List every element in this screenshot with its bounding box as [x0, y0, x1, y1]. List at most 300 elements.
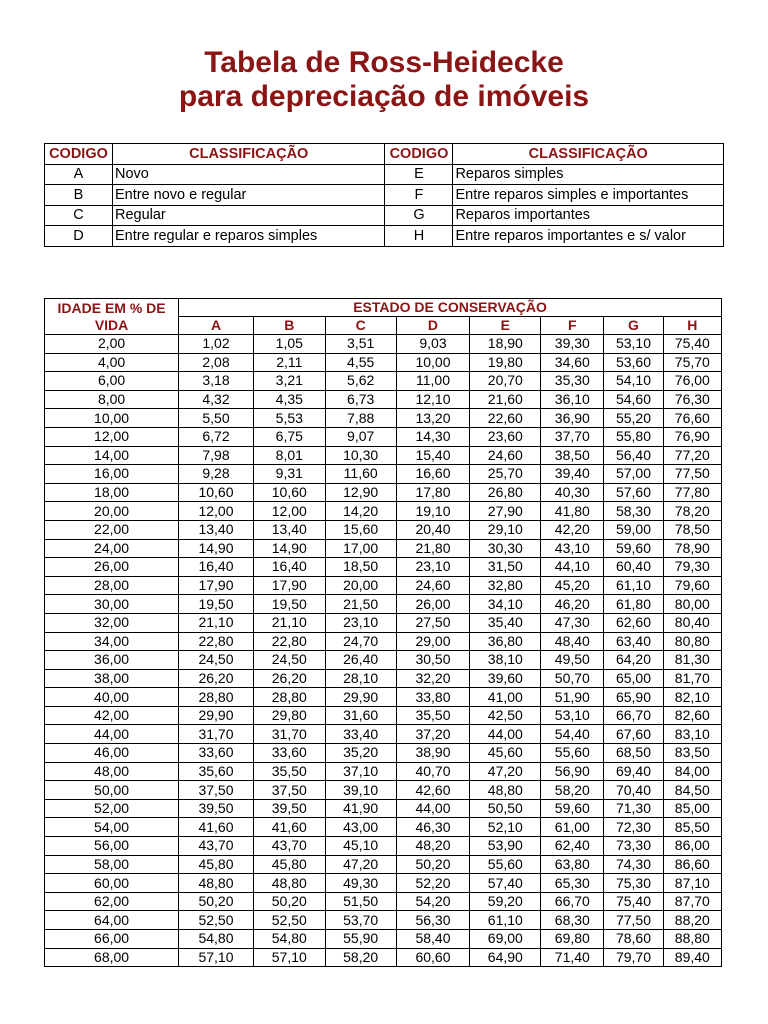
classification-label: Reparos simples: [453, 164, 724, 185]
depreciation-value-cell: 55,60: [541, 744, 604, 763]
age-percent-cell: 20,00: [45, 502, 179, 521]
depreciation-value-cell: 53,60: [604, 353, 663, 372]
depreciation-value-cell: 21,60: [470, 390, 541, 409]
depreciation-value-cell: 55,80: [604, 427, 663, 446]
depreciation-value-cell: 57,10: [179, 948, 254, 967]
depreciation-value-cell: 73,30: [604, 837, 663, 856]
age-percent-cell: 24,00: [45, 539, 179, 558]
depreciation-value-cell: 24,50: [179, 651, 254, 670]
table-row: [45, 911, 722, 930]
state-column-header: D: [396, 317, 470, 335]
state-column-header: C: [325, 317, 396, 335]
age-percent-cell: 16,00: [45, 465, 179, 484]
depreciation-value-cell: 42,20: [541, 520, 604, 539]
depreciation-value-cell: 47,30: [541, 613, 604, 632]
depreciation-value-cell: 65,30: [541, 874, 604, 893]
depreciation-value-cell: 46,30: [396, 818, 470, 837]
depreciation-value-cell: 85,50: [663, 818, 721, 837]
age-percent-cell: 48,00: [45, 762, 179, 781]
depreciation-value-cell: 24,70: [325, 632, 396, 651]
depreciation-value-cell: 52,10: [470, 818, 541, 837]
depreciation-value-cell: 76,00: [663, 372, 721, 391]
depreciation-header-row: [45, 299, 722, 317]
depreciation-value-cell: 41,00: [470, 688, 541, 707]
classification-header: CLASSIFICAÇÃO: [453, 144, 724, 165]
table-row: [45, 855, 722, 874]
depreciation-value-cell: 80,80: [663, 632, 721, 651]
depreciation-value-cell: 78,60: [604, 930, 663, 949]
depreciation-value-cell: 37,50: [253, 781, 325, 800]
age-percent-cell: 40,00: [45, 688, 179, 707]
age-percent-cell: 32,00: [45, 613, 179, 632]
table-row: [45, 892, 722, 911]
depreciation-value-cell: 10,00: [396, 353, 470, 372]
depreciation-value-cell: 87,10: [663, 874, 721, 893]
depreciation-value-cell: 71,30: [604, 799, 663, 818]
depreciation-value-cell: 56,40: [604, 446, 663, 465]
depreciation-value-cell: 46,20: [541, 595, 604, 614]
depreciation-value-cell: 22,80: [253, 632, 325, 651]
depreciation-value-cell: 3,18: [179, 372, 254, 391]
depreciation-value-cell: 83,50: [663, 744, 721, 763]
depreciation-value-cell: 22,80: [179, 632, 254, 651]
depreciation-value-cell: 63,40: [604, 632, 663, 651]
depreciation-value-cell: 12,90: [325, 483, 396, 502]
depreciation-value-cell: 10,60: [253, 483, 325, 502]
age-percent-cell: 6,00: [45, 372, 179, 391]
depreciation-value-cell: 52,50: [253, 911, 325, 930]
table-row: [45, 427, 722, 446]
table-row: [45, 372, 722, 391]
depreciation-value-cell: 34,10: [470, 595, 541, 614]
depreciation-value-cell: 35,50: [396, 706, 470, 725]
table-row: [45, 335, 722, 354]
depreciation-value-cell: 26,20: [179, 669, 254, 688]
classification-code: F: [385, 185, 453, 206]
age-percent-cell: 22,00: [45, 520, 179, 539]
depreciation-value-cell: 13,20: [396, 409, 470, 428]
depreciation-value-cell: 24,60: [396, 576, 470, 595]
table-row: [45, 669, 722, 688]
depreciation-value-cell: 54,80: [253, 930, 325, 949]
depreciation-value-cell: 64,90: [470, 948, 541, 967]
state-column-header: F: [541, 317, 604, 335]
depreciation-value-cell: 58,30: [604, 502, 663, 521]
depreciation-value-cell: 55,60: [470, 855, 541, 874]
state-column-header: B: [253, 317, 325, 335]
depreciation-value-cell: 68,30: [541, 911, 604, 930]
age-percent-cell: 56,00: [45, 837, 179, 856]
depreciation-value-cell: 54,80: [179, 930, 254, 949]
classification-label: Entre reparos importantes e s/ valor: [453, 226, 724, 247]
depreciation-value-cell: 19,50: [253, 595, 325, 614]
depreciation-value-cell: 82,60: [663, 706, 721, 725]
depreciation-value-cell: 54,60: [604, 390, 663, 409]
depreciation-value-cell: 6,75: [253, 427, 325, 446]
depreciation-value-cell: 20,40: [396, 520, 470, 539]
age-percent-cell: 30,00: [45, 595, 179, 614]
depreciation-value-cell: 6,72: [179, 427, 254, 446]
depreciation-value-cell: 49,30: [325, 874, 396, 893]
depreciation-value-cell: 29,80: [253, 706, 325, 725]
table-row: [45, 651, 722, 670]
classification-code: B: [45, 185, 113, 206]
depreciation-value-cell: 75,40: [604, 892, 663, 911]
depreciation-value-cell: 50,70: [541, 669, 604, 688]
depreciation-value-cell: 39,50: [253, 799, 325, 818]
age-percent-cell: 38,00: [45, 669, 179, 688]
depreciation-value-cell: 45,20: [541, 576, 604, 595]
table-row: [45, 799, 722, 818]
depreciation-value-cell: 19,10: [396, 502, 470, 521]
age-percent-cell: 12,00: [45, 427, 179, 446]
depreciation-value-cell: 29,90: [179, 706, 254, 725]
depreciation-value-cell: 24,60: [470, 446, 541, 465]
depreciation-value-cell: 45,80: [179, 855, 254, 874]
table-row: [45, 837, 722, 856]
depreciation-value-cell: 59,60: [604, 539, 663, 558]
depreciation-value-cell: 27,90: [470, 502, 541, 521]
depreciation-value-cell: 65,90: [604, 688, 663, 707]
depreciation-value-cell: 30,30: [470, 539, 541, 558]
depreciation-value-cell: 37,20: [396, 725, 470, 744]
depreciation-value-cell: 58,20: [541, 781, 604, 800]
title-line-2: para depreciação de imóveis: [178, 80, 590, 113]
state-column-header: A: [179, 317, 254, 335]
depreciation-value-cell: 37,10: [325, 762, 396, 781]
depreciation-value-cell: 14,20: [325, 502, 396, 521]
table-row: [45, 595, 722, 614]
depreciation-value-cell: 50,20: [253, 892, 325, 911]
table-row: [45, 465, 722, 484]
depreciation-value-cell: 71,40: [541, 948, 604, 967]
depreciation-value-cell: 59,60: [541, 799, 604, 818]
depreciation-value-cell: 2,08: [179, 353, 254, 372]
depreciation-value-cell: 37,50: [179, 781, 254, 800]
depreciation-value-cell: 10,30: [325, 446, 396, 465]
depreciation-value-cell: 35,40: [470, 613, 541, 632]
depreciation-table: [44, 298, 722, 967]
depreciation-value-cell: 86,00: [663, 837, 721, 856]
depreciation-value-cell: 22,60: [470, 409, 541, 428]
depreciation-value-cell: 79,30: [663, 558, 721, 577]
depreciation-value-cell: 19,80: [470, 353, 541, 372]
depreciation-value-cell: 9,03: [396, 335, 470, 354]
depreciation-value-cell: 34,60: [541, 353, 604, 372]
depreciation-value-cell: 45,60: [470, 744, 541, 763]
depreciation-value-cell: 4,35: [253, 390, 325, 409]
depreciation-value-cell: 82,10: [663, 688, 721, 707]
depreciation-value-cell: 35,20: [325, 744, 396, 763]
depreciation-value-cell: 60,60: [396, 948, 470, 967]
age-percent-cell: 42,00: [45, 706, 179, 725]
depreciation-value-cell: 76,90: [663, 427, 721, 446]
depreciation-value-cell: 39,60: [470, 669, 541, 688]
age-percent-cell: 44,00: [45, 725, 179, 744]
depreciation-value-cell: 48,40: [541, 632, 604, 651]
classification-row: [45, 226, 724, 247]
depreciation-value-cell: 21,80: [396, 539, 470, 558]
depreciation-value-cell: 15,40: [396, 446, 470, 465]
depreciation-value-cell: 56,30: [396, 911, 470, 930]
depreciation-value-cell: 62,40: [541, 837, 604, 856]
table-row: [45, 409, 722, 428]
depreciation-value-cell: 77,80: [663, 483, 721, 502]
depreciation-value-cell: 14,90: [253, 539, 325, 558]
depreciation-value-cell: 76,30: [663, 390, 721, 409]
depreciation-value-cell: 66,70: [604, 706, 663, 725]
depreciation-value-cell: 39,10: [325, 781, 396, 800]
depreciation-value-cell: 5,50: [179, 409, 254, 428]
depreciation-value-cell: 87,70: [663, 892, 721, 911]
depreciation-value-cell: 50,20: [396, 855, 470, 874]
table-row: [45, 930, 722, 949]
depreciation-value-cell: 40,30: [541, 483, 604, 502]
table-row: [45, 744, 722, 763]
age-percent-cell: 64,00: [45, 911, 179, 930]
depreciation-value-cell: 79,60: [663, 576, 721, 595]
depreciation-value-cell: 4,32: [179, 390, 254, 409]
depreciation-value-cell: 38,10: [470, 651, 541, 670]
depreciation-value-cell: 36,90: [541, 409, 604, 428]
depreciation-value-cell: 77,20: [663, 446, 721, 465]
depreciation-value-cell: 56,90: [541, 762, 604, 781]
state-column-header: G: [604, 317, 663, 335]
depreciation-value-cell: 75,30: [604, 874, 663, 893]
table-row: [45, 390, 722, 409]
depreciation-value-cell: 16,40: [253, 558, 325, 577]
depreciation-value-cell: 17,90: [179, 576, 254, 595]
depreciation-value-cell: 89,40: [663, 948, 721, 967]
classification-label: Entre novo e regular: [112, 185, 385, 206]
depreciation-value-cell: 88,20: [663, 911, 721, 930]
depreciation-value-cell: 41,60: [253, 818, 325, 837]
classification-header-row: [45, 144, 724, 165]
depreciation-value-cell: 88,80: [663, 930, 721, 949]
depreciation-value-cell: 78,20: [663, 502, 721, 521]
depreciation-value-cell: 70,40: [604, 781, 663, 800]
depreciation-value-cell: 11,00: [396, 372, 470, 391]
depreciation-value-cell: 51,50: [325, 892, 396, 911]
depreciation-value-cell: 39,50: [179, 799, 254, 818]
depreciation-value-cell: 17,80: [396, 483, 470, 502]
depreciation-value-cell: 47,20: [470, 762, 541, 781]
depreciation-value-cell: 57,10: [253, 948, 325, 967]
depreciation-value-cell: 36,80: [470, 632, 541, 651]
classification-row: [45, 164, 724, 185]
depreciation-value-cell: 60,40: [604, 558, 663, 577]
depreciation-value-cell: 55,20: [604, 409, 663, 428]
classification-header: CLASSIFICAÇÃO: [112, 144, 385, 165]
depreciation-value-cell: 85,00: [663, 799, 721, 818]
depreciation-value-cell: 20,70: [470, 372, 541, 391]
table-row: [45, 539, 722, 558]
depreciation-value-cell: 64,20: [604, 651, 663, 670]
depreciation-value-cell: 51,90: [541, 688, 604, 707]
age-percent-cell: 52,00: [45, 799, 179, 818]
depreciation-value-cell: 78,50: [663, 520, 721, 539]
state-column-header: H: [663, 317, 721, 335]
depreciation-value-cell: 42,60: [396, 781, 470, 800]
depreciation-value-cell: 79,70: [604, 948, 663, 967]
depreciation-value-cell: 35,50: [253, 762, 325, 781]
depreciation-value-cell: 28,10: [325, 669, 396, 688]
depreciation-value-cell: 53,70: [325, 911, 396, 930]
age-percent-cell: 28,00: [45, 576, 179, 595]
classification-label: Entre regular e reparos simples: [112, 226, 385, 247]
depreciation-value-cell: 21,10: [253, 613, 325, 632]
depreciation-value-cell: 47,20: [325, 855, 396, 874]
table-row: [45, 613, 722, 632]
depreciation-value-cell: 45,80: [253, 855, 325, 874]
age-percent-cell: 66,00: [45, 930, 179, 949]
depreciation-value-cell: 33,80: [396, 688, 470, 707]
table-row: [45, 688, 722, 707]
depreciation-value-cell: 13,40: [179, 520, 254, 539]
depreciation-value-cell: 23,60: [470, 427, 541, 446]
depreciation-value-cell: 25,70: [470, 465, 541, 484]
depreciation-value-cell: 5,53: [253, 409, 325, 428]
depreciation-value-cell: 32,80: [470, 576, 541, 595]
depreciation-value-cell: 52,50: [179, 911, 254, 930]
depreciation-value-cell: 39,40: [541, 465, 604, 484]
depreciation-value-cell: 54,20: [396, 892, 470, 911]
depreciation-value-cell: 48,80: [179, 874, 254, 893]
depreciation-value-cell: 58,40: [396, 930, 470, 949]
depreciation-value-cell: 16,40: [179, 558, 254, 577]
depreciation-value-cell: 23,10: [325, 613, 396, 632]
title-line-1: Tabela de Ross-Heidecke: [204, 46, 564, 79]
depreciation-value-cell: 44,00: [470, 725, 541, 744]
depreciation-value-cell: 44,00: [396, 799, 470, 818]
depreciation-value-cell: 49,50: [541, 651, 604, 670]
depreciation-value-cell: 28,80: [179, 688, 254, 707]
depreciation-value-cell: 55,90: [325, 930, 396, 949]
table-row: [45, 725, 722, 744]
classification-table: [44, 143, 724, 247]
depreciation-value-cell: 4,55: [325, 353, 396, 372]
depreciation-value-cell: 57,00: [604, 465, 663, 484]
age-percent-cell: 10,00: [45, 409, 179, 428]
depreciation-value-cell: 68,50: [604, 744, 663, 763]
depreciation-value-cell: 50,20: [179, 892, 254, 911]
age-percent-cell: 54,00: [45, 818, 179, 837]
depreciation-value-cell: 13,40: [253, 520, 325, 539]
depreciation-value-cell: 43,00: [325, 818, 396, 837]
depreciation-value-cell: 27,50: [396, 613, 470, 632]
depreciation-value-cell: 26,80: [470, 483, 541, 502]
depreciation-value-cell: 76,60: [663, 409, 721, 428]
depreciation-value-cell: 2,11: [253, 353, 325, 372]
depreciation-value-cell: 69,80: [541, 930, 604, 949]
depreciation-value-cell: 12,10: [396, 390, 470, 409]
depreciation-value-cell: 39,30: [541, 335, 604, 354]
depreciation-value-cell: 61,80: [604, 595, 663, 614]
depreciation-value-cell: 45,10: [325, 837, 396, 856]
depreciation-value-cell: 15,60: [325, 520, 396, 539]
depreciation-value-cell: 12,00: [253, 502, 325, 521]
depreciation-value-cell: 50,50: [470, 799, 541, 818]
depreciation-value-cell: 7,88: [325, 409, 396, 428]
depreciation-value-cell: 69,00: [470, 930, 541, 949]
age-percent-cell: 26,00: [45, 558, 179, 577]
depreciation-value-cell: 54,10: [604, 372, 663, 391]
depreciation-value-cell: 77,50: [663, 465, 721, 484]
depreciation-value-cell: 38,50: [541, 446, 604, 465]
depreciation-value-cell: 1,05: [253, 335, 325, 354]
age-percent-cell: 62,00: [45, 892, 179, 911]
depreciation-value-cell: 84,00: [663, 762, 721, 781]
table-row: [45, 781, 722, 800]
depreciation-value-cell: 32,20: [396, 669, 470, 688]
classification-code: D: [45, 226, 113, 247]
table-row: [45, 502, 722, 521]
depreciation-value-cell: 59,00: [604, 520, 663, 539]
depreciation-value-cell: 31,70: [179, 725, 254, 744]
table-row: [45, 483, 722, 502]
depreciation-value-cell: 9,28: [179, 465, 254, 484]
depreciation-value-cell: 11,60: [325, 465, 396, 484]
depreciation-value-cell: 80,40: [663, 613, 721, 632]
age-percent-cell: 68,00: [45, 948, 179, 967]
depreciation-value-cell: 33,60: [253, 744, 325, 763]
depreciation-value-cell: 17,00: [325, 539, 396, 558]
page-title: [0, 46, 768, 114]
depreciation-value-cell: 80,00: [663, 595, 721, 614]
classification-code: H: [385, 226, 453, 247]
depreciation-value-cell: 81,30: [663, 651, 721, 670]
depreciation-value-cell: 26,20: [253, 669, 325, 688]
depreciation-value-cell: 75,70: [663, 353, 721, 372]
table-row: [45, 706, 722, 725]
classification-code: C: [45, 205, 113, 226]
depreciation-value-cell: 53,90: [470, 837, 541, 856]
age-percent-cell: 46,00: [45, 744, 179, 763]
depreciation-value-cell: 16,60: [396, 465, 470, 484]
depreciation-value-cell: 29,10: [470, 520, 541, 539]
depreciation-value-cell: 58,20: [325, 948, 396, 967]
classification-row: [45, 185, 724, 206]
depreciation-value-cell: 21,50: [325, 595, 396, 614]
depreciation-value-cell: 9,31: [253, 465, 325, 484]
age-percent-cell: 60,00: [45, 874, 179, 893]
classification-code: E: [385, 164, 453, 185]
depreciation-value-cell: 23,10: [396, 558, 470, 577]
depreciation-value-cell: 35,60: [179, 762, 254, 781]
depreciation-value-cell: 5,62: [325, 372, 396, 391]
depreciation-value-cell: 54,40: [541, 725, 604, 744]
depreciation-value-cell: 53,10: [604, 335, 663, 354]
depreciation-value-cell: 26,40: [325, 651, 396, 670]
table-row: [45, 632, 722, 651]
depreciation-value-cell: 30,50: [396, 651, 470, 670]
age-percent-cell: 50,00: [45, 781, 179, 800]
code-header: CODIGO: [385, 144, 453, 165]
age-percent-cell: 34,00: [45, 632, 179, 651]
age-percent-cell: 14,00: [45, 446, 179, 465]
classification-label: Novo: [112, 164, 385, 185]
table-row: [45, 558, 722, 577]
depreciation-value-cell: 29,90: [325, 688, 396, 707]
depreciation-value-cell: 65,00: [604, 669, 663, 688]
table-row: [45, 520, 722, 539]
depreciation-value-cell: 57,60: [604, 483, 663, 502]
depreciation-value-cell: 12,00: [179, 502, 254, 521]
depreciation-value-cell: 10,60: [179, 483, 254, 502]
table-row: [45, 353, 722, 372]
classification-row: [45, 205, 724, 226]
depreciation-value-cell: 61,10: [470, 911, 541, 930]
